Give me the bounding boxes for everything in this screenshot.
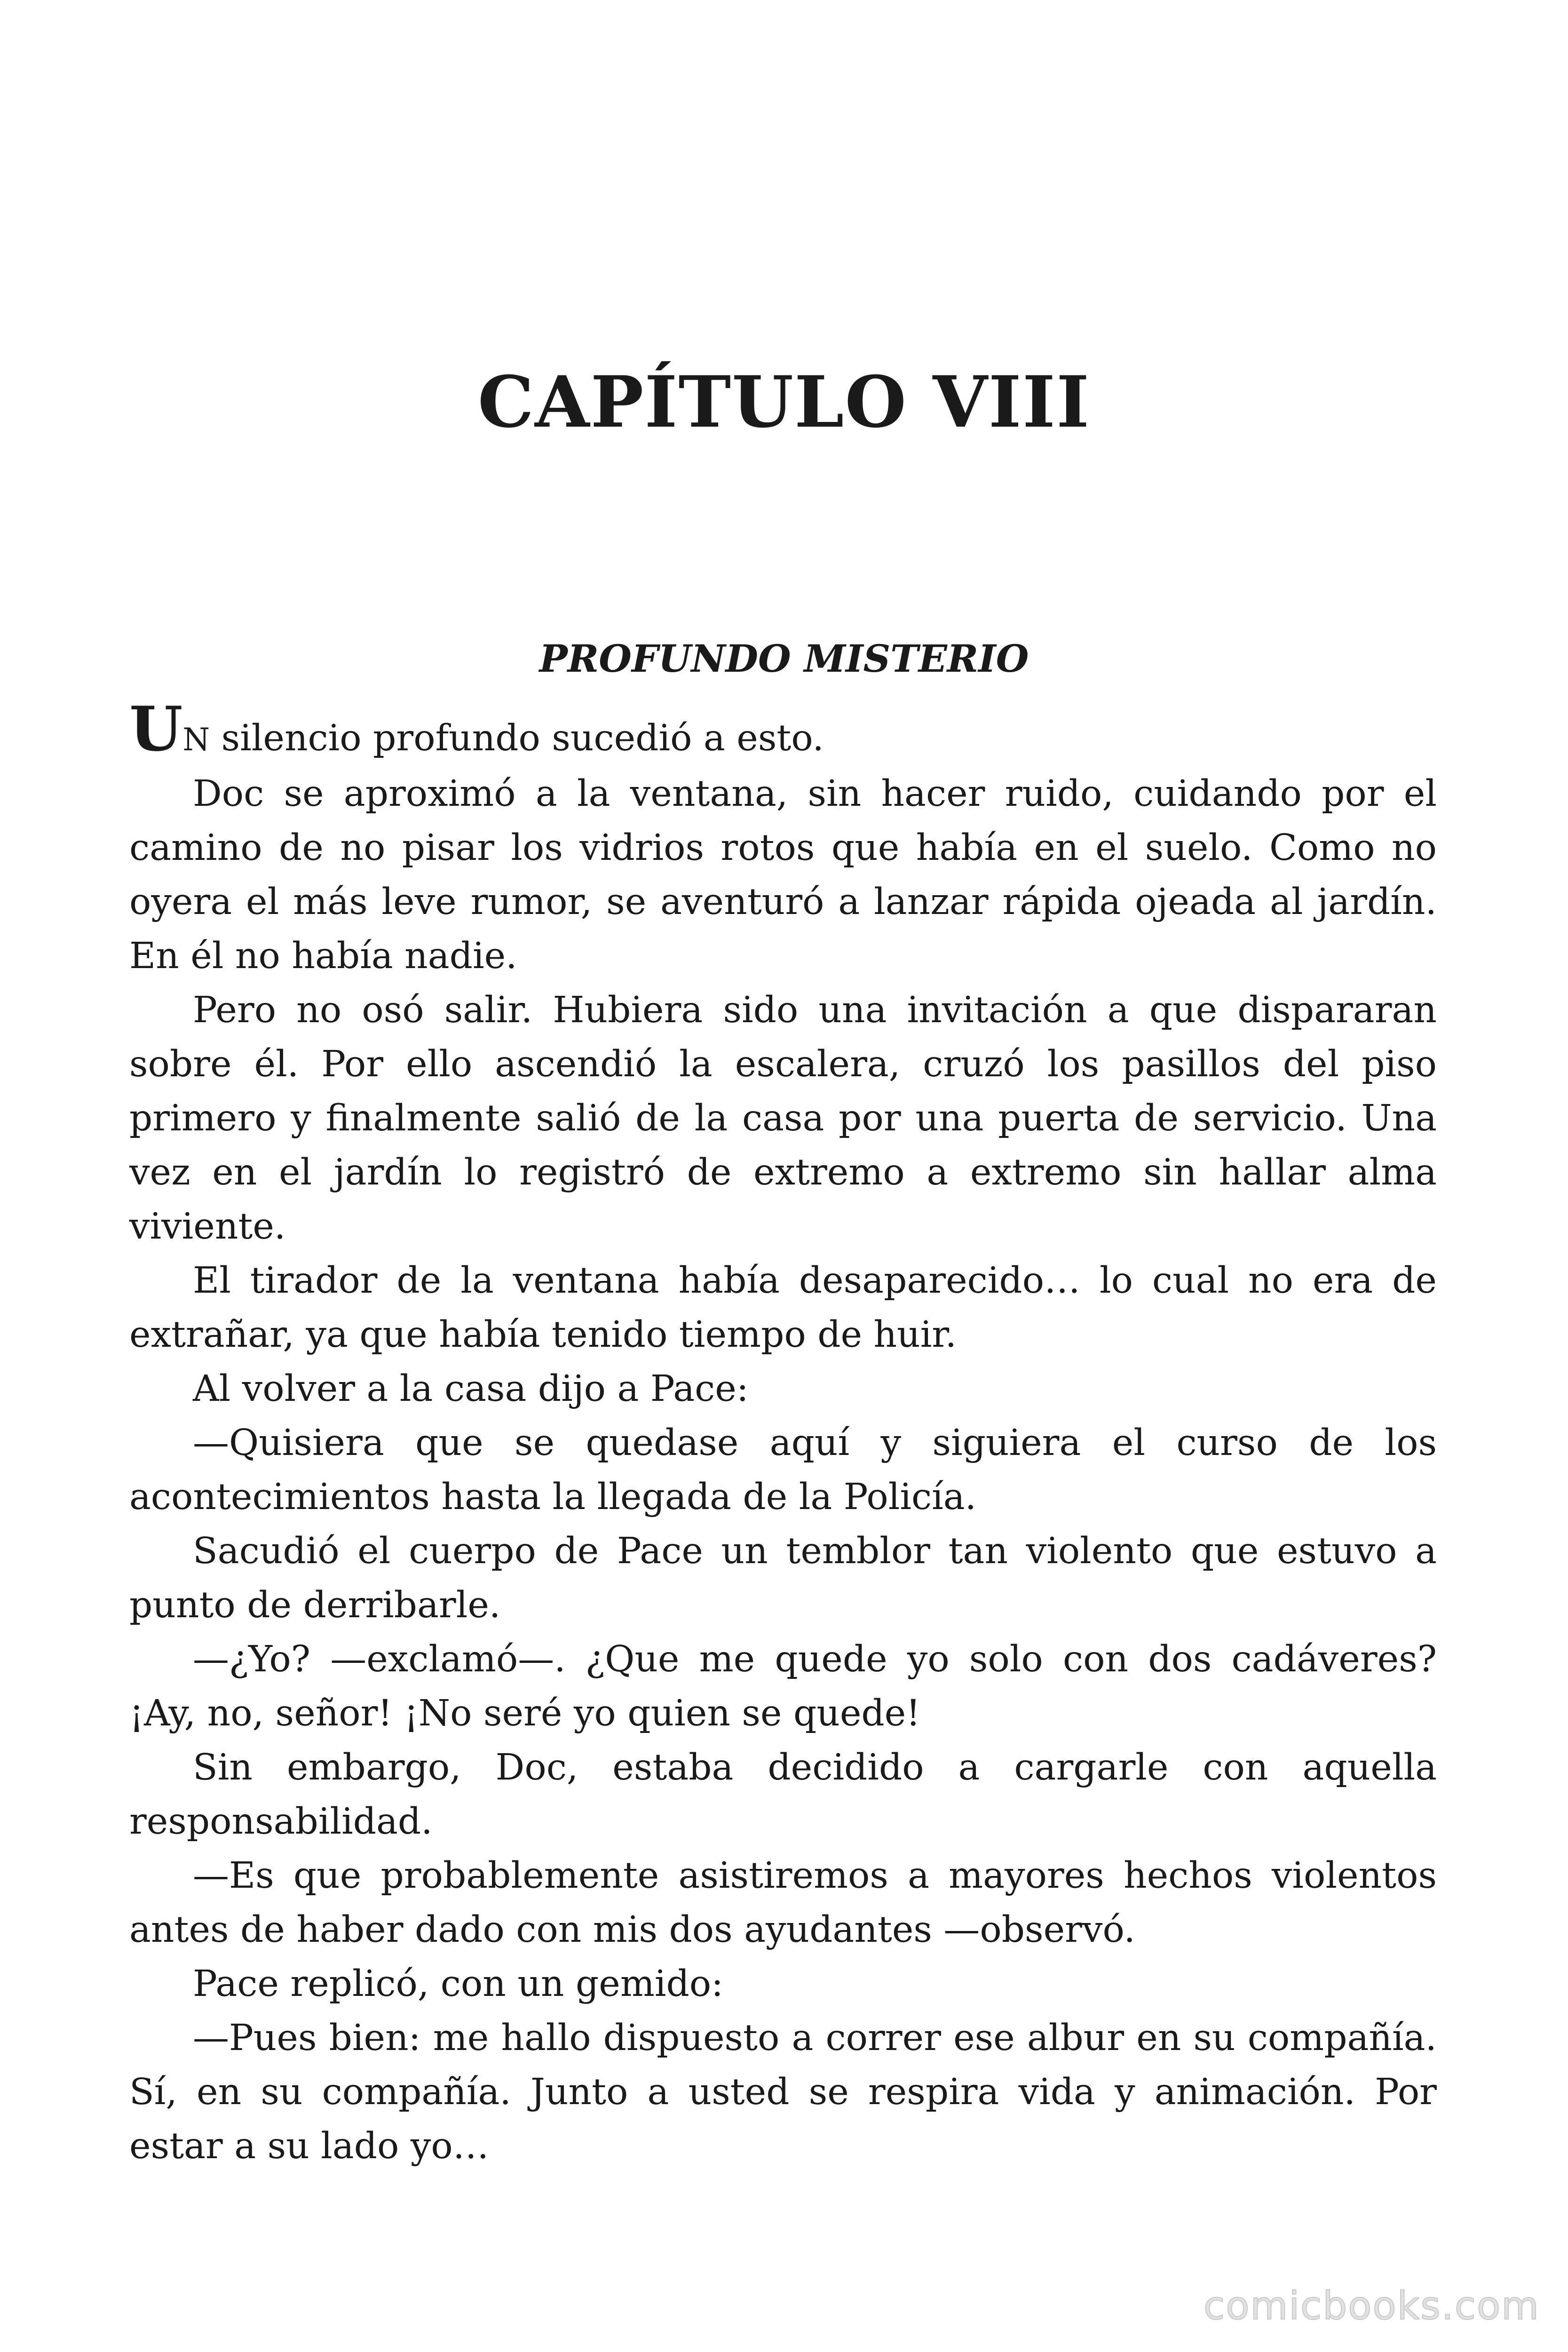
opening-text: silencio profundo sucedió a esto. [210,717,824,759]
paragraph: Doc se aproximó a la ventana, sin hacer ruido, cuidando por el camino de no pisar los vidrios rotos que había en el suelo. Como no oyera el más leve rumor, se aventuró a lanzar rápida ojeada al jardín. En él no había nadie. [129,773,1437,977]
opening-small-caps: N [182,722,210,758]
watermark: comicbooks.com [1204,2284,1540,2328]
opening-paragraph [129,693,1437,767]
drop-cap: U [129,693,183,765]
paragraph: —Quisiera que se quedase aquí y siguiera el curso de los acontecimientos hasta la llegada de la Policía. [129,1422,1437,1518]
chapter-body [129,693,1437,2173]
chapter-title: CAPÍTULO VIII [477,361,1091,444]
paragraph: El tirador de la ventana había desaparecido… lo cual no era de extrañar, ya que había tenido tiempo de huir. [129,1260,1437,1356]
paragraph: Al volver a la casa dijo a Pace: [193,1368,749,1410]
paragraph: —Pues bien: me hallo dispuesto a correr ese albur en su compañía. Sí, en su compañía. Junto a usted se respira vida y animación. Por estar a su lado yo… [129,2017,1437,2167]
paragraph: Pace replicó, con un gemido: [193,1963,724,2005]
paragraph: Pero no osó salir. Hubiera sido una invitación a que dispararan sobre él. Por ello ascendió la escalera, cruzó los pasillos del piso primero y finalmente salió de la casa por una puerta de servicio. Una vez en el jardín lo registró de extremo a extremo sin hallar alma viviente. [129,989,1437,1248]
paragraph: Sin embargo, Doc, estaba decidido a cargarle con aquella responsabilidad. [129,1747,1437,1843]
paragraph: —Es que probablemente asistiremos a mayores hechos violentos antes de haber dado con mis dos ayudantes —observó. [129,1855,1437,1951]
chapter-subtitle: PROFUNDO MISTERIO [539,636,1029,681]
paragraph: Sacudió el cuerpo de Pace un temblor tan violento que estuvo a punto de derribarle. [129,1530,1437,1626]
paragraph: —¿Yo? —exclamó—. ¿Que me quede yo solo con dos cadáveres? ¡Ay, no, señor! ¡No seré yo quien se quede! [129,1638,1437,1734]
